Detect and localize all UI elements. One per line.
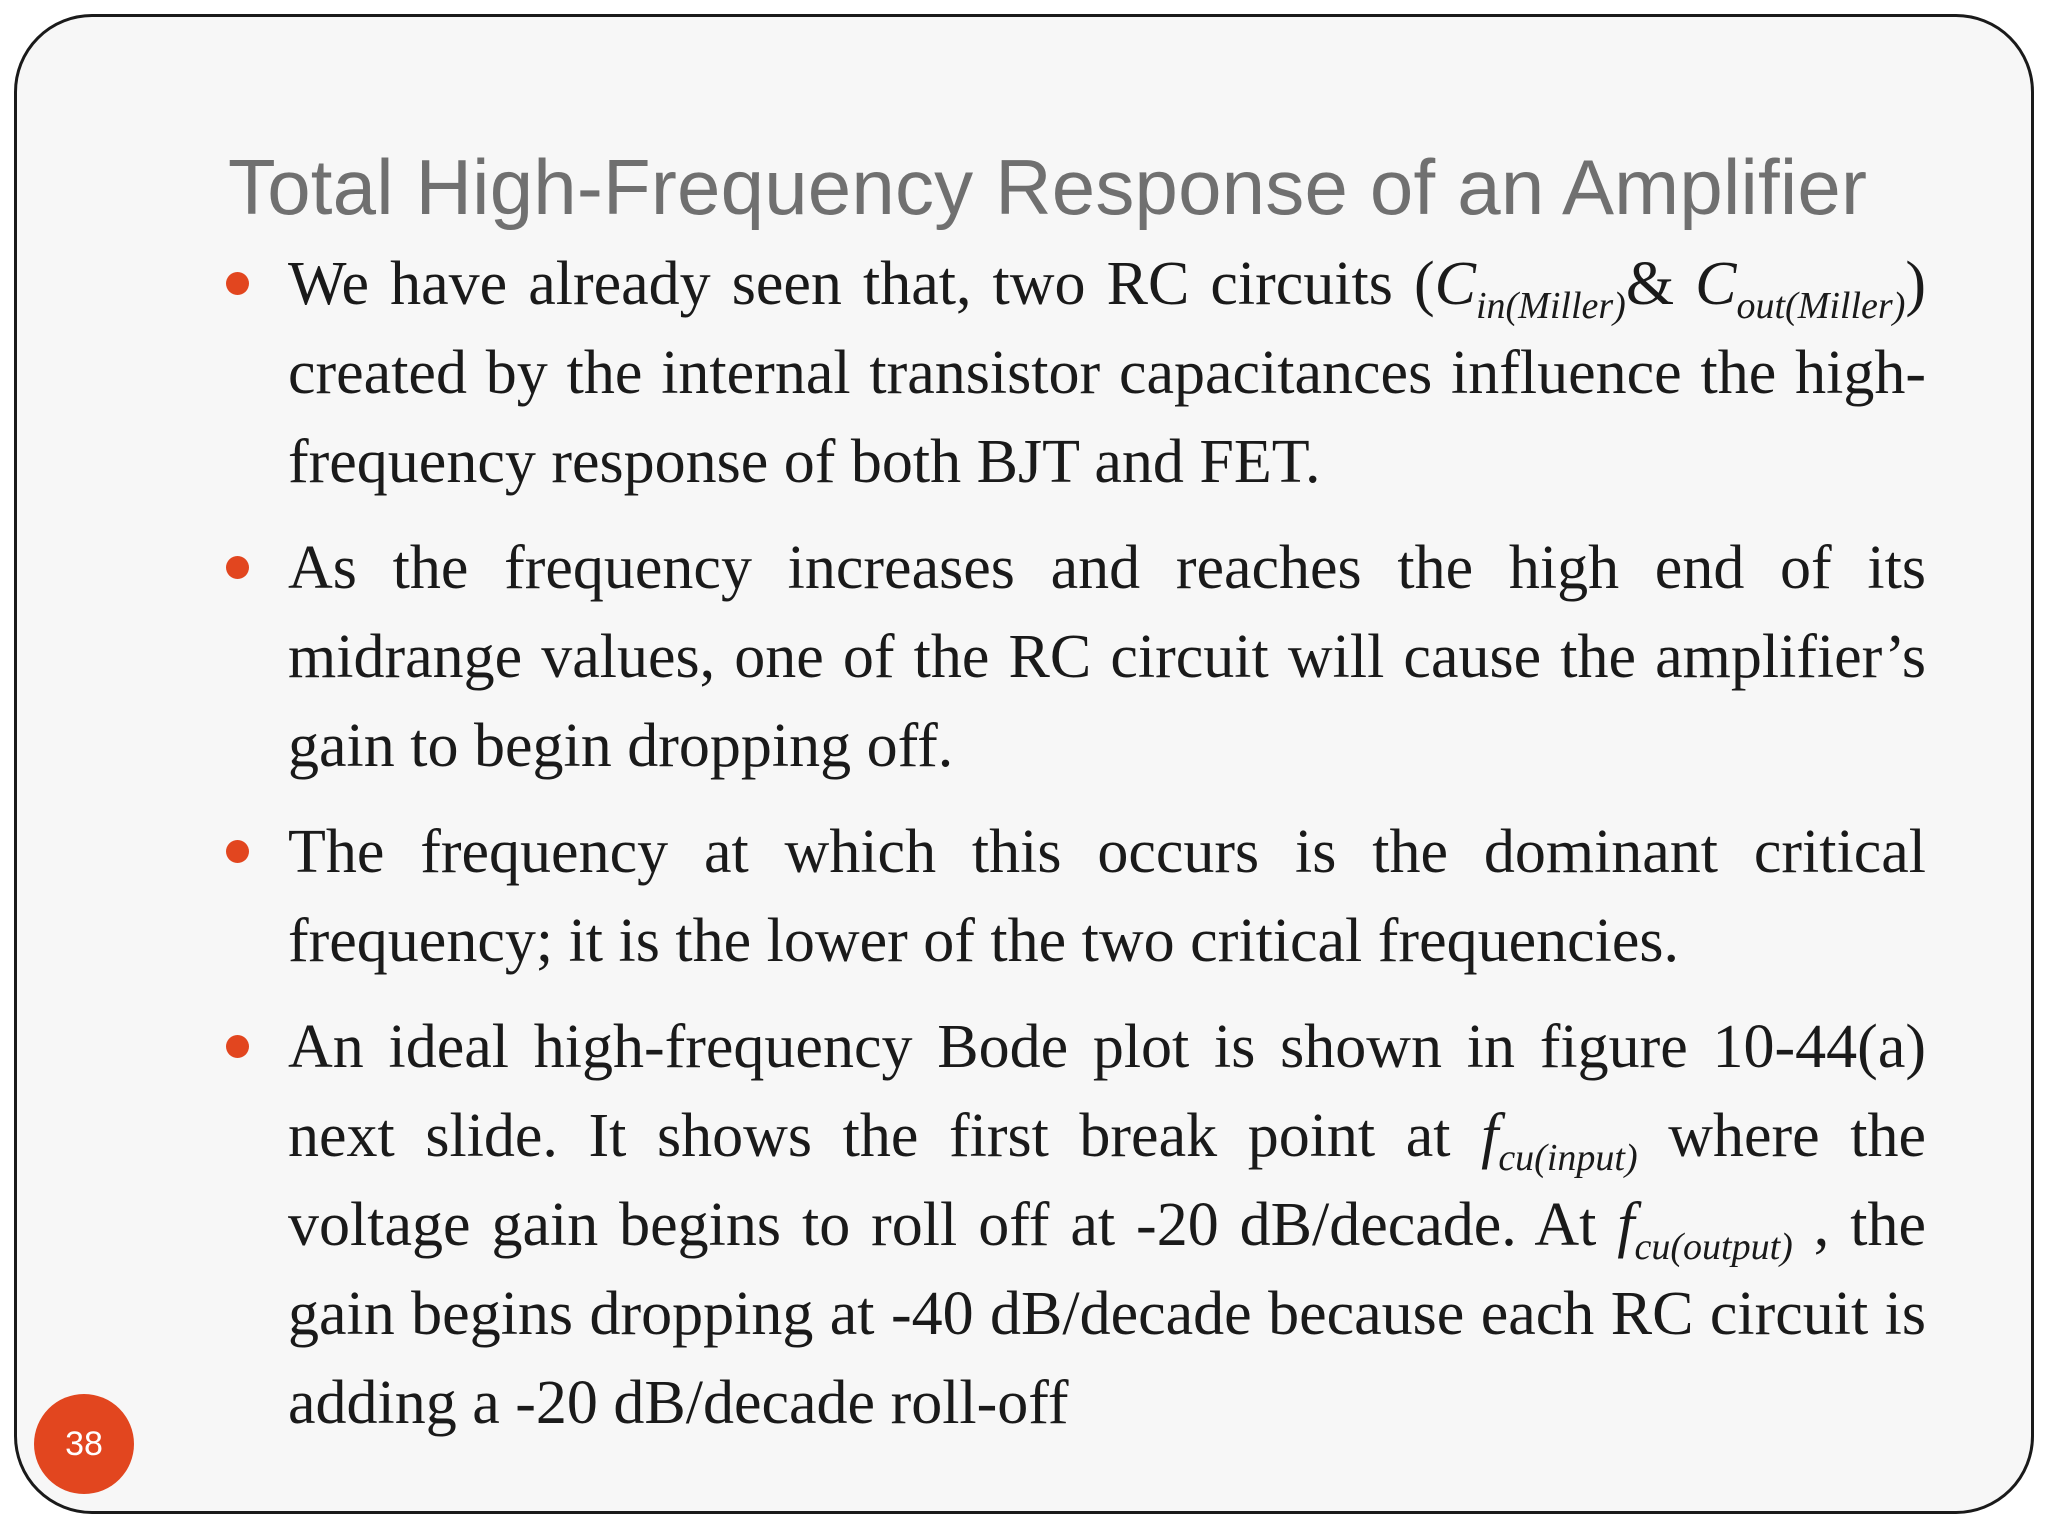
math-symbol: f [1481, 1102, 1499, 1170]
bullet-text: & [1625, 250, 1696, 318]
bullet-item-3 [288, 808, 1926, 986]
math-subscript: cu(input) [1498, 1137, 1638, 1179]
bullet-text: The frequency at which this occurs is the dominant critical frequency; it is the lower of the two critical frequencies. [288, 818, 1926, 975]
slide-title: Total High-Frequency Response of an Amplifier [228, 143, 1868, 231]
bullet-text: , the gain begins dropping at -40 dB/decade because each RC circuit is adding a -20 dB/decade roll-off [288, 1191, 1926, 1437]
bullet-text: An ideal high-frequency Bode plot is shown in figure 10-44(a) next slide. It shows the first break point at [288, 1013, 1926, 1170]
page-number-badge: 38 [34, 1394, 134, 1494]
math-symbol: C [1434, 250, 1476, 318]
bullet-item-1 [288, 240, 1926, 507]
bullet-dot [226, 272, 249, 295]
bullet-dot [226, 556, 249, 579]
bullet-text: We have already seen that, two RC circuits ( [288, 250, 1435, 318]
math-subscript: in(Miller) [1475, 285, 1626, 327]
bullet-item-2 [288, 524, 1926, 791]
bullet-text: As the frequency increases and reaches the high end of its midrange values, one of the RC circuit will cause the amplifier’s gain to begin dropping off. [288, 534, 1926, 780]
bullet-dot [226, 1035, 249, 1058]
bullet-list [288, 240, 1926, 1465]
math-subscript: cu(output) [1634, 1226, 1793, 1268]
math-subscript: out(Miller) [1736, 285, 1906, 327]
math-symbol: C [1695, 250, 1737, 318]
bullet-text: where the voltage gain begins to roll off at -20 dB/decade. At [288, 1102, 1926, 1259]
bullet-text: ) created by the internal transistor capacitances influence the high-frequency response of both BJT and FET. [288, 250, 1927, 496]
math-symbol: f [1617, 1191, 1635, 1259]
bullet-dot [226, 840, 249, 863]
bullet-item-4 [288, 1003, 1926, 1448]
